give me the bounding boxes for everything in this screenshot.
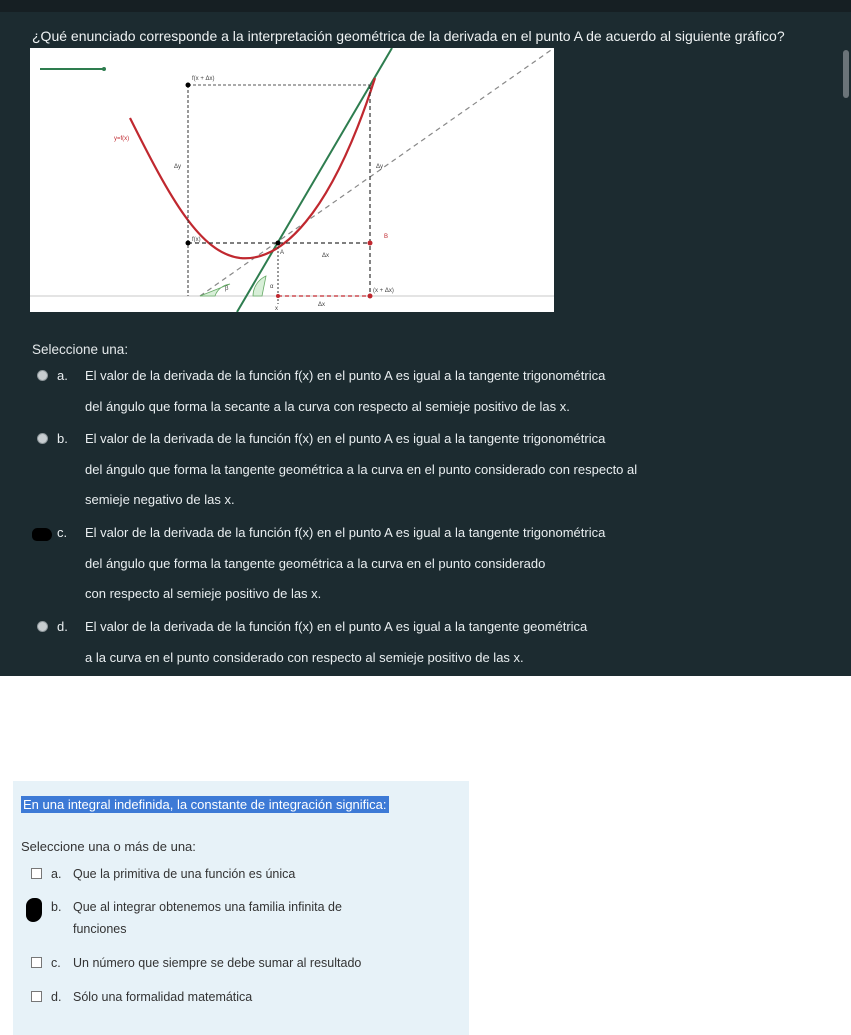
point-fxdx (186, 83, 191, 88)
label-x: x (275, 306, 278, 312)
option-text: a la curva en el punto considerado con respecto al semieje positivo de las x. (85, 649, 524, 665)
question-1-text: ¿Qué enunciado corresponde a la interpretación geométrica de la derivada en el punto A de acuerdo al siguiente gráfico? (32, 28, 785, 44)
point-xdx (368, 294, 373, 299)
point-x (276, 294, 280, 298)
option-text: del ángulo que forma la tangente geométrica a la curva en el punto considerado con respecto al (85, 461, 638, 477)
radio-icon[interactable] (37, 621, 48, 632)
angle-alpha-marker (253, 276, 266, 296)
tangent-line (237, 48, 392, 312)
legend-dot (102, 67, 106, 71)
option-text: Que la primitiva de una función es única (73, 867, 296, 881)
scrollbar-thumb[interactable] (843, 50, 849, 98)
option-text: El valor de la derivada de la función f(x) en el punto A es igual a la tangente trigonométrica (85, 368, 606, 383)
option-letter: b. (51, 900, 62, 914)
option-text: El valor de la derivada de la función f(x) en el punto A es igual a la tangente trigonométrica (85, 525, 606, 540)
label-fxdx: f(x + Δx) (192, 76, 215, 82)
option-text: del ángulo que forma la tangente geométrica a la curva en el punto considerado (85, 555, 546, 571)
option-text: Sólo una formalidad matemática (73, 990, 253, 1004)
checkbox-icon[interactable] (31, 991, 42, 1002)
question-2-panel (13, 781, 469, 1035)
label-dx-bottom: Δx (318, 302, 326, 308)
radio-icon[interactable] (37, 370, 48, 381)
option-text: con respecto al semieje positivo de las x. (85, 586, 322, 601)
label-alpha: α (270, 284, 274, 290)
question-1-prompt: Seleccione una: (32, 342, 129, 357)
option-letter: c. (57, 525, 68, 540)
option-letter: c. (51, 956, 61, 970)
option-text: del ángulo que forma la secante a la curva con respecto al semieje positivo de las x. (85, 398, 570, 414)
question-2-text: En una integral indefinida, la constante de integración significa: (23, 797, 387, 812)
graph-svg (30, 48, 554, 312)
point-b-dot (368, 241, 373, 246)
option-text: funciones (73, 922, 127, 936)
label-dy: Δy (174, 164, 182, 170)
label-beta: β (225, 286, 229, 292)
label-b: B (384, 234, 389, 240)
top-bar (0, 0, 851, 12)
selected-marker-icon[interactable] (32, 528, 52, 541)
label-dx-mid: Δx (322, 253, 330, 259)
option-letter: d. (51, 990, 62, 1004)
selected-marker-icon[interactable] (26, 898, 42, 922)
label-fx-curve: y=f(x) (114, 136, 130, 142)
label-xdx: (x + Δx) (373, 288, 394, 294)
option-text: El valor de la derivada de la función f(x) en el punto A es igual a la tangente trigonométrica (85, 431, 606, 446)
derivative-graph (30, 48, 554, 312)
option-text: Un número que siempre se debe sumar al resultado (73, 956, 362, 970)
label-a: A (280, 250, 285, 256)
checkbox-icon[interactable] (31, 957, 42, 968)
point-a-dot (276, 241, 281, 246)
option-text: El valor de la derivada de la función f(x) en el punto A es igual a la tangente geométrica (85, 619, 588, 634)
label-fx: f(x) (192, 237, 201, 243)
question-2-prompt: Seleccione una o más de una: (21, 839, 196, 854)
option-letter: a. (51, 867, 62, 881)
point-fx (186, 241, 191, 246)
checkbox-icon[interactable] (31, 868, 42, 879)
label-dy-right: Δy (376, 164, 384, 170)
function-curve (130, 78, 375, 258)
option-letter: a. (57, 368, 68, 383)
option-text: semieje negativo de las x. (85, 492, 235, 507)
option-letter: d. (57, 619, 68, 634)
option-text: Que al integrar obtenemos una familia infinita de (73, 900, 342, 914)
option-letter: b. (57, 431, 68, 446)
radio-icon[interactable] (37, 433, 48, 444)
